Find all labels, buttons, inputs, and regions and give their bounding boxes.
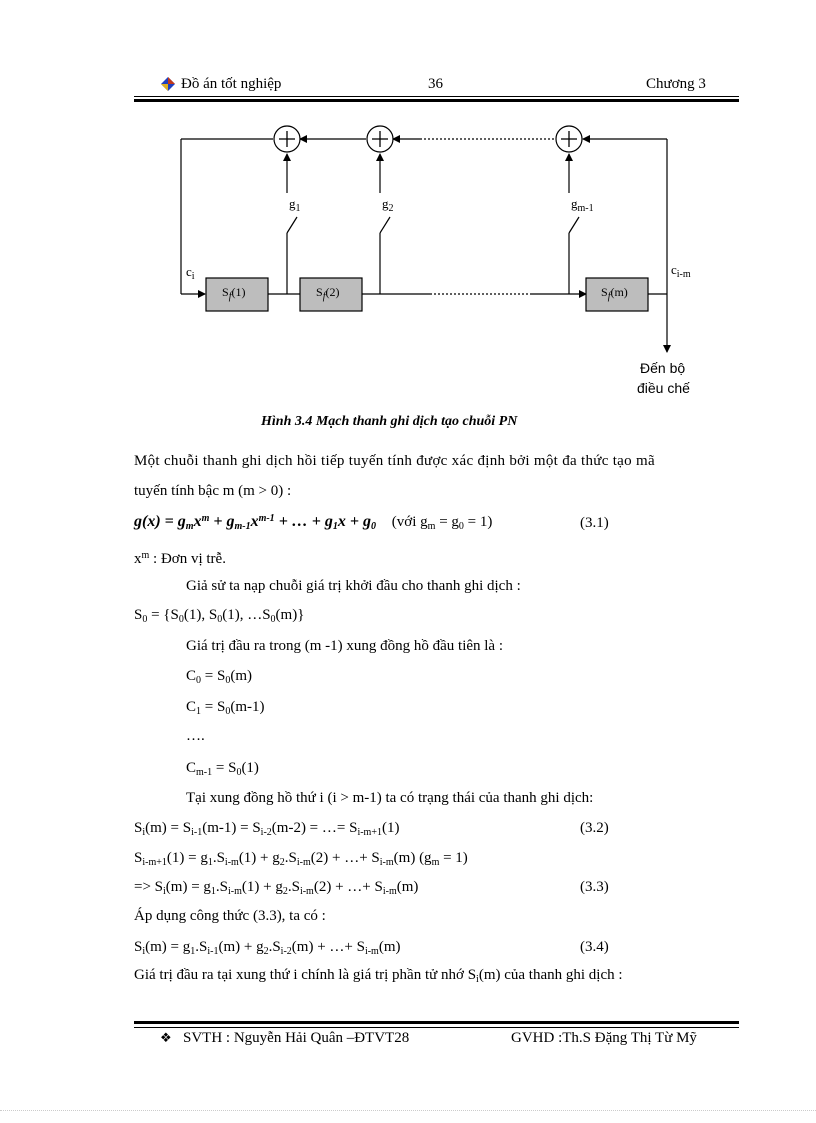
footer-rule-thick <box>134 1021 739 1024</box>
label-ci: $c_i$ <box>186 264 195 282</box>
chapter-label: Chương 3 <box>646 76 706 92</box>
body-text <box>134 0 744 1000</box>
paragraph-final: Giá trị đầu ra tại xung thứ i chính là giá trị phần tử nhớ $S_i(m)$ của thanh ghi dịch : <box>134 967 623 985</box>
page-bottom-border <box>0 1110 816 1111</box>
c0-line: $C_0 = S_0(m)$ <box>186 668 252 686</box>
paragraph-load: Giả sử ta nạp chuỗi giá trị khởi đầu cho thanh ghi dịch : <box>186 578 521 594</box>
label-cim: $c_{i-m}$ <box>671 262 691 280</box>
c1-line: $C_1 = S_0(m-1)$ <box>186 699 265 717</box>
header-title: Đồ án tốt nghiệp <box>181 76 282 92</box>
register-label-m: $S_f(m)$ <box>601 285 628 302</box>
equation-3-4: $S_i(m) = g_1.S_{i-1}(m) + g_2.S_{i-2}(m)$ + …+ $S_{i-m}(m)$ <box>134 939 401 957</box>
label-gm1: $g_{m-1}$ <box>571 196 594 214</box>
footer <box>0 1015 816 1055</box>
register-label-1: $S_f(1)$ <box>222 285 246 302</box>
paragraph-intro-b: tuyến tính bậc m (m > 0) : <box>134 483 292 499</box>
equation-mid: $S_{i-m+1}(1) = g_1.S_{i-m}(1) + g_2.S_{i-m}(2)$ + …+ $S_{i-m}(m) (g_m = 1)$ <box>134 850 468 868</box>
initial-state: $S_0 = \{S_0(1)$, $S_0(1)$, $\dots S_0(m)$} <box>134 607 305 625</box>
eq31-number: (3.1) <box>580 515 609 531</box>
register-label-2: $S_f(2)$ <box>316 285 340 302</box>
output-label-2: điều chế <box>637 380 690 396</box>
label-g1: $g_1$ <box>289 196 301 214</box>
equation-3-1: $g(x) = g_mx^m + g_{m-1}x^{m-1}$ + … + $g_1x + g_0$ (với $g_m = g_0 = 1$) <box>134 513 493 532</box>
page-number: 36 <box>428 76 443 92</box>
eq33-number: (3.3) <box>580 879 609 895</box>
eq34-number: (3.4) <box>580 939 609 955</box>
paragraph-output: Giá trị đầu ra trong (m -1) xung đồng hồ đầu tiên là : <box>186 638 504 654</box>
ellipsis-line: …. <box>186 728 205 744</box>
delay-unit-line: $x^m$ : Đơn vị trễ. <box>134 550 226 567</box>
equation-3-3: => $S_i(m) = g_1.S_{i-m}(1) + g_2.S_{i-m}(2)$ + …+ $S_{i-m}(m)$ <box>134 879 419 897</box>
output-label-1: Đến bộ <box>640 360 686 376</box>
paragraph-apply: Áp dụng công thức (3.3), ta có : <box>134 908 326 924</box>
cm1-line: $C_{m-1} = S_0(1)$ <box>186 760 259 778</box>
paragraph-state: Tại xung đồng hồ thứ i (i > m-1) ta có trạng thái của thanh ghi dịch: <box>186 790 594 806</box>
footer-rule-thin <box>134 1027 739 1028</box>
footer-bullet-icon: ❖ <box>160 1030 172 1045</box>
paragraph-intro-a: Một chuỗi thanh ghi dịch hồi tiếp tuyến tính được xác định bởi một đa thức tạo mã <box>134 453 655 469</box>
label-g2: $g_2$ <box>382 196 394 214</box>
figure-caption: Hình 3.4 Mạch thanh ghi dịch tạo chuỗi PN <box>261 414 518 429</box>
equation-3-2: $S_i(m) = S_{i-1}(m-1) = S_{i-2}(m-2)$ = …= $S_{i-m+1}(1)$ <box>134 820 400 838</box>
footer-advisor: GVHD :Th.S Đặng Thị Từ Mỹ <box>511 1030 697 1046</box>
eq32-number: (3.2) <box>580 820 609 836</box>
footer-student: SVTH : Nguyễn Hải Quân –ĐTVT28 <box>183 1030 410 1046</box>
